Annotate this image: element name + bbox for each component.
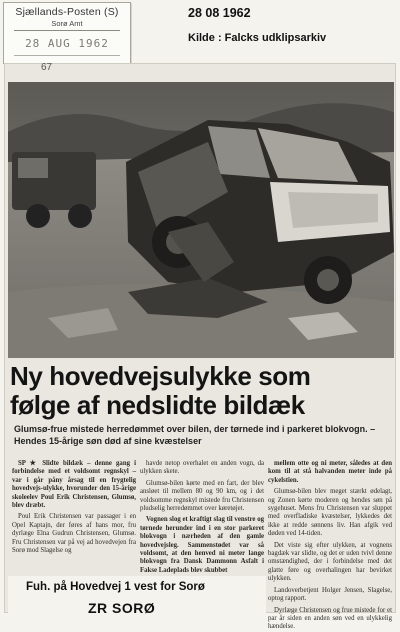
headline-line-2: følge af nedslidte bildæk <box>10 390 305 420</box>
wrecked-car-image <box>8 82 394 358</box>
paragraph: mellem otte og ni meter, således at den kom til at stå halvanden meter inde på cykelstien. <box>268 460 392 484</box>
article-lead: Glumsø-frue mistede herredømmet over bilen, der tørnede ind i parkeret blokvogn. – Hendes 15-årige søn død af sine kvæstelser <box>14 424 376 446</box>
page-number: 67 <box>41 62 53 73</box>
accident-photo <box>8 82 394 358</box>
zone-caption: ZR SORØ <box>88 600 156 616</box>
stamp-date: 28 AUG 1962 <box>25 37 109 50</box>
archive-date: 28 08 1962 <box>188 6 251 20</box>
paragraph: Glumsø-bilen blev meget stærkt ødelagt, og Zonen kørte moderen og hendes søn på sygehuset. Mens fru Christensen var sluppet med overfladiske kvæstelser, lykkedes det ikke at redde sønnens liv. Han afgik ved døden ved 14-tiden. <box>268 488 392 538</box>
paragraph: Poul Erik Christensen var passager i en Opel Kaptajn, der føres af hans mor, fru dyrlæge Elna Gudrun Christensen, Glumsø. Fru Christensen var på vej ad hovedvejen fra Sorø mod Slagelse og <box>12 513 136 555</box>
paragraph: havde netop overhalet en anden vogn, da ulykken skete. <box>140 460 264 476</box>
stamp-divider <box>14 30 120 31</box>
location-caption: Fuh. på Hovedvej 1 vest for Sorø <box>26 581 205 593</box>
article-column-3 <box>268 460 392 631</box>
paragraph: Dyrlæge Christensen og frue mistede for et par år siden en anden søn ved en ulykkelig hændelse. <box>268 606 392 631</box>
article-column-1 <box>12 460 136 576</box>
stamp-divider-bottom <box>14 55 120 56</box>
paragraph: Det viste sig efter ulykken, at vognens bagdæk var slidte, og det er uden tvivl denne omstændighed, der i forbindelse med det glatte føre og overhalingen har bevirket ulykken. <box>268 541 392 583</box>
stamp-region: Sorø Amt <box>51 19 83 28</box>
paragraph: Glumsø-bilen kørte med en fart, der blev ansløet til mellem 80 og 90 km, og i det voldsomme regnskyl mistede fru Christensen pludselig herredømmet over køretøjet. <box>140 479 264 513</box>
article-headline <box>10 362 394 420</box>
paragraph: Vognen slog et kraftigt slag til venstre og tørnede herunder ind i en stor parkeret blokvogn i nærheden af den gamle hovedvejsleg. Sammenstødet var så voldsomt, at den henved ni meter lange blokvogn fra Dansk Dammonn Asfalt i Fakse Ladeplads blev skubbet <box>140 516 264 574</box>
paragraph: Landoverbetjent Holger Jensen, Slagelse, optog rapport. <box>268 586 392 603</box>
archive-source: Kilde : Falcks udklipsarkiv <box>188 32 327 44</box>
paragraph: SP ★ Slidte bildæk – denne gang i forbindelse med et voldsomt regnskyl – var i går påny årsag til en frygtelig hovedvejs-ulykke, hvorunder den 15-årige skoleelev Poul Erik Christensen, Glumsø, blev dræbt. <box>12 460 136 510</box>
article-column-2 <box>140 460 264 576</box>
stamp-publication: Sjællands-Posten (S) <box>15 6 119 18</box>
headline-line-1: Ny hovedvejsulykke som <box>10 361 311 391</box>
newspaper-stamp <box>3 2 131 64</box>
